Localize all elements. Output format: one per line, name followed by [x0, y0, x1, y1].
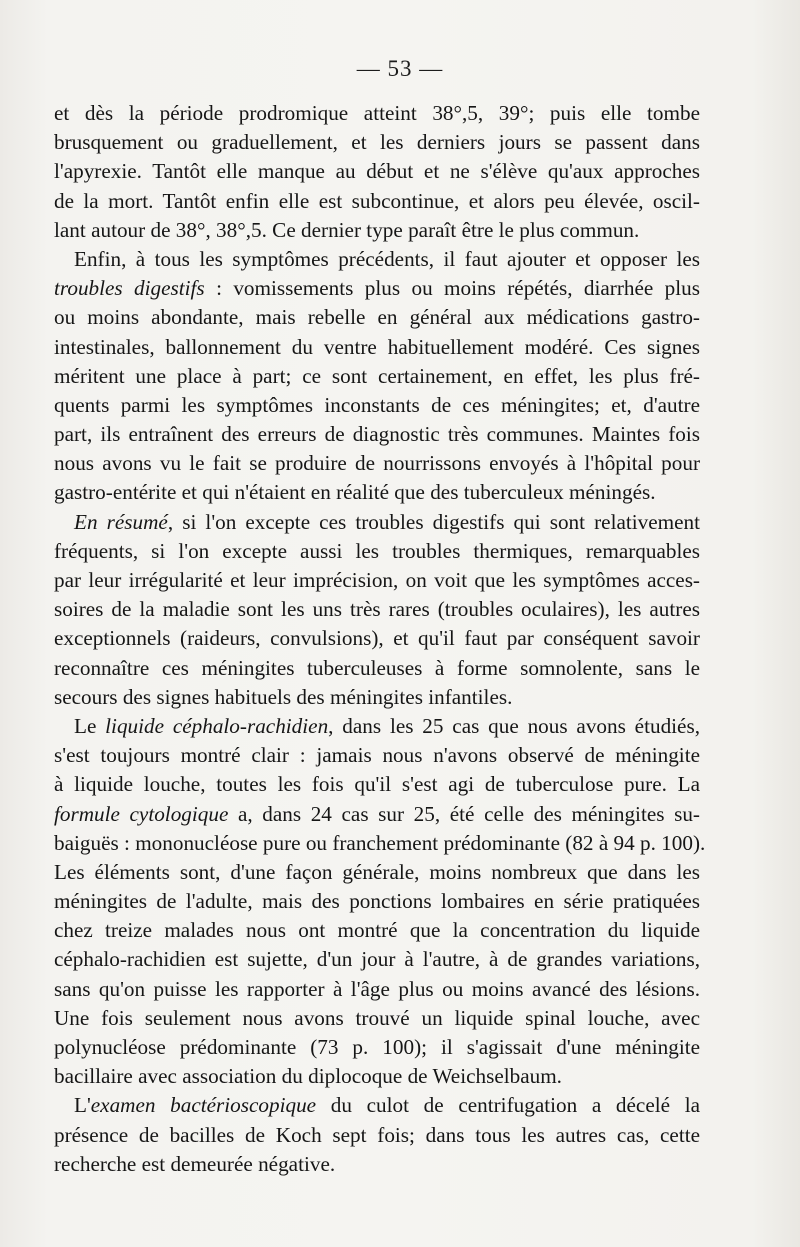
text-span: a, dans 24 cas sur 25, été celle des méningites su- — [228, 801, 700, 826]
text-span: Enfin, à tous les symptômes précédents, il faut ajouter et opposer les — [74, 246, 700, 271]
text-span: , dans les 25 cas que nous avons étudiés, — [328, 713, 700, 738]
italic-term: liquide céphalo-rachidien — [105, 713, 329, 738]
text-span: intestinales, ballonnement du ventre habituellement modéré. Ces signes — [54, 334, 700, 359]
text-span: secours des signes habituels des méningites infantiles. — [54, 684, 513, 709]
text-line — [54, 712, 700, 741]
text-line — [54, 478, 700, 507]
text-span: l'apyrexie. Tantôt elle manque au début et ne s'élève qu'aux approches — [54, 159, 700, 184]
text-line — [54, 420, 700, 449]
text-span: Les éléments sont, d'une façon générale, moins nombreux que dans les — [54, 859, 700, 884]
text-line — [54, 128, 700, 157]
text-line — [54, 1091, 700, 1120]
italic-term: troubles digestifs — [54, 276, 205, 301]
text-line — [54, 858, 700, 887]
text-line — [54, 800, 700, 829]
text-span: exceptionnels (raideurs, convulsions), et qu'il faut par conséquent savoir — [54, 626, 700, 651]
text-line — [54, 537, 700, 566]
text-span: Le — [74, 713, 106, 738]
text-line — [54, 187, 700, 216]
body-text — [54, 99, 706, 1179]
text-line — [54, 916, 700, 945]
text-span: brusquement ou graduellement, et les derniers jours se passent dans — [54, 130, 700, 155]
text-span: baiguës : mononucléose pure ou franchement prédominante (82 à 94 p. 100). — [54, 830, 706, 855]
text-span: ou moins abondante, mais rebelle en général aux médications gastro- — [54, 305, 700, 330]
text-span: bacillaire avec association du diplocoque de Weichselbaum. — [54, 1064, 562, 1089]
italic-term: examen bactérioscopique — [90, 1093, 317, 1118]
italic-term: En résumé — [74, 509, 168, 534]
text-line — [54, 683, 700, 712]
text-line — [54, 245, 700, 274]
text-line — [54, 566, 700, 595]
text-span: reconnaître ces méningites tuberculeuses à forme somnolente, sans le — [54, 655, 700, 680]
text-span: présence de bacilles de Koch sept fois; dans tous les autres cas, cette — [54, 1122, 700, 1147]
text-line — [54, 945, 700, 974]
text-line — [54, 975, 700, 1004]
text-span: sans qu'on puisse les rapporter à l'âge plus ou moins avancé des lésions. — [54, 976, 700, 1001]
text-line — [54, 1062, 700, 1091]
text-line — [54, 157, 700, 186]
text-span: s'est toujours montré clair : jamais nous n'avons observé de méningite — [54, 743, 700, 768]
text-line — [54, 624, 700, 653]
page-number: — 53 — — [356, 56, 444, 81]
text-span: , si l'on excepte ces troubles digestifs qui sont relativement — [167, 509, 701, 534]
text-span: et dès la période prodromique atteint 38°,5, 39°; puis elle tombe — [54, 101, 700, 125]
text-span: chez treize malades nous ont montré que la concentration du liquide — [54, 918, 700, 943]
text-span: soires de la maladie sont les uns très rares (troubles oculaires), les autres — [54, 597, 700, 622]
text-line — [54, 770, 700, 799]
text-span: gastro-entérite et qui n'étaient en réalité que des tuberculeux méningés. — [54, 480, 656, 505]
text-span: polynucléose prédominante (73 p. 100); il s'agissait d'une méningite — [54, 1035, 700, 1059]
text-span: méritent une place à part; ce sont certainement, en effet, les plus fré- — [54, 363, 700, 388]
text-span: par leur irrégularité et leur imprécision, on voit que les symptômes acces- — [54, 568, 700, 592]
text-span: part, ils entraînent des erreurs de diagnostic très communes. Maintes fois — [54, 422, 700, 447]
text-line — [54, 595, 700, 624]
text-line — [54, 99, 700, 128]
text-line — [54, 1150, 700, 1179]
text-line — [54, 887, 700, 916]
text-line — [54, 1033, 700, 1062]
text-line — [54, 508, 700, 537]
text-span: nous avons vu le fait se produire de nourrissons envoyés à l'hôpital pour — [54, 451, 700, 476]
text-span: méningites de l'adulte, mais des ponctions lombaires en série pratiquées — [54, 889, 700, 914]
text-span: L' — [74, 1093, 91, 1118]
text-line — [54, 362, 700, 391]
text-line — [54, 216, 700, 245]
text-line — [54, 449, 700, 478]
text-span: quents parmi les symptômes inconstants de ces méningites; et, d'autre — [54, 392, 700, 417]
text-line — [54, 1004, 700, 1033]
text-span: céphalo-rachidien est sujette, d'un jour à l'autre, à de grandes variations, — [54, 947, 700, 972]
text-line — [54, 1121, 700, 1150]
text-span: de la mort. Tantôt enfin elle est subcontinue, et alors peu élevée, oscil- — [54, 188, 700, 213]
text-line — [54, 741, 700, 770]
text-span: recherche est demeurée négative. — [54, 1151, 336, 1176]
text-line — [54, 829, 706, 858]
text-span: Une fois seulement nous avons trouvé un liquide spinal louche, avec — [54, 1005, 700, 1030]
text-span: : vomissements plus ou moins répétés, diarrhée plus — [204, 276, 701, 301]
text-line — [54, 333, 700, 362]
text-span: fréquents, si l'on excepte aussi les troubles thermiques, remarquables — [54, 538, 700, 563]
text-line — [54, 303, 700, 332]
italic-term: formule cytologique — [54, 801, 229, 826]
text-line — [54, 391, 700, 420]
text-span: du culot de centrifugation a décelé la — [316, 1093, 701, 1118]
text-span: lant autour de 38°, 38°,5. Ce dernier type paraît être le plus commun. — [54, 217, 640, 242]
text-line — [54, 274, 700, 303]
text-span: à liquide louche, toutes les fois qu'il s'est agi de tuberculose pure. La — [54, 772, 700, 797]
text-line — [54, 654, 700, 683]
